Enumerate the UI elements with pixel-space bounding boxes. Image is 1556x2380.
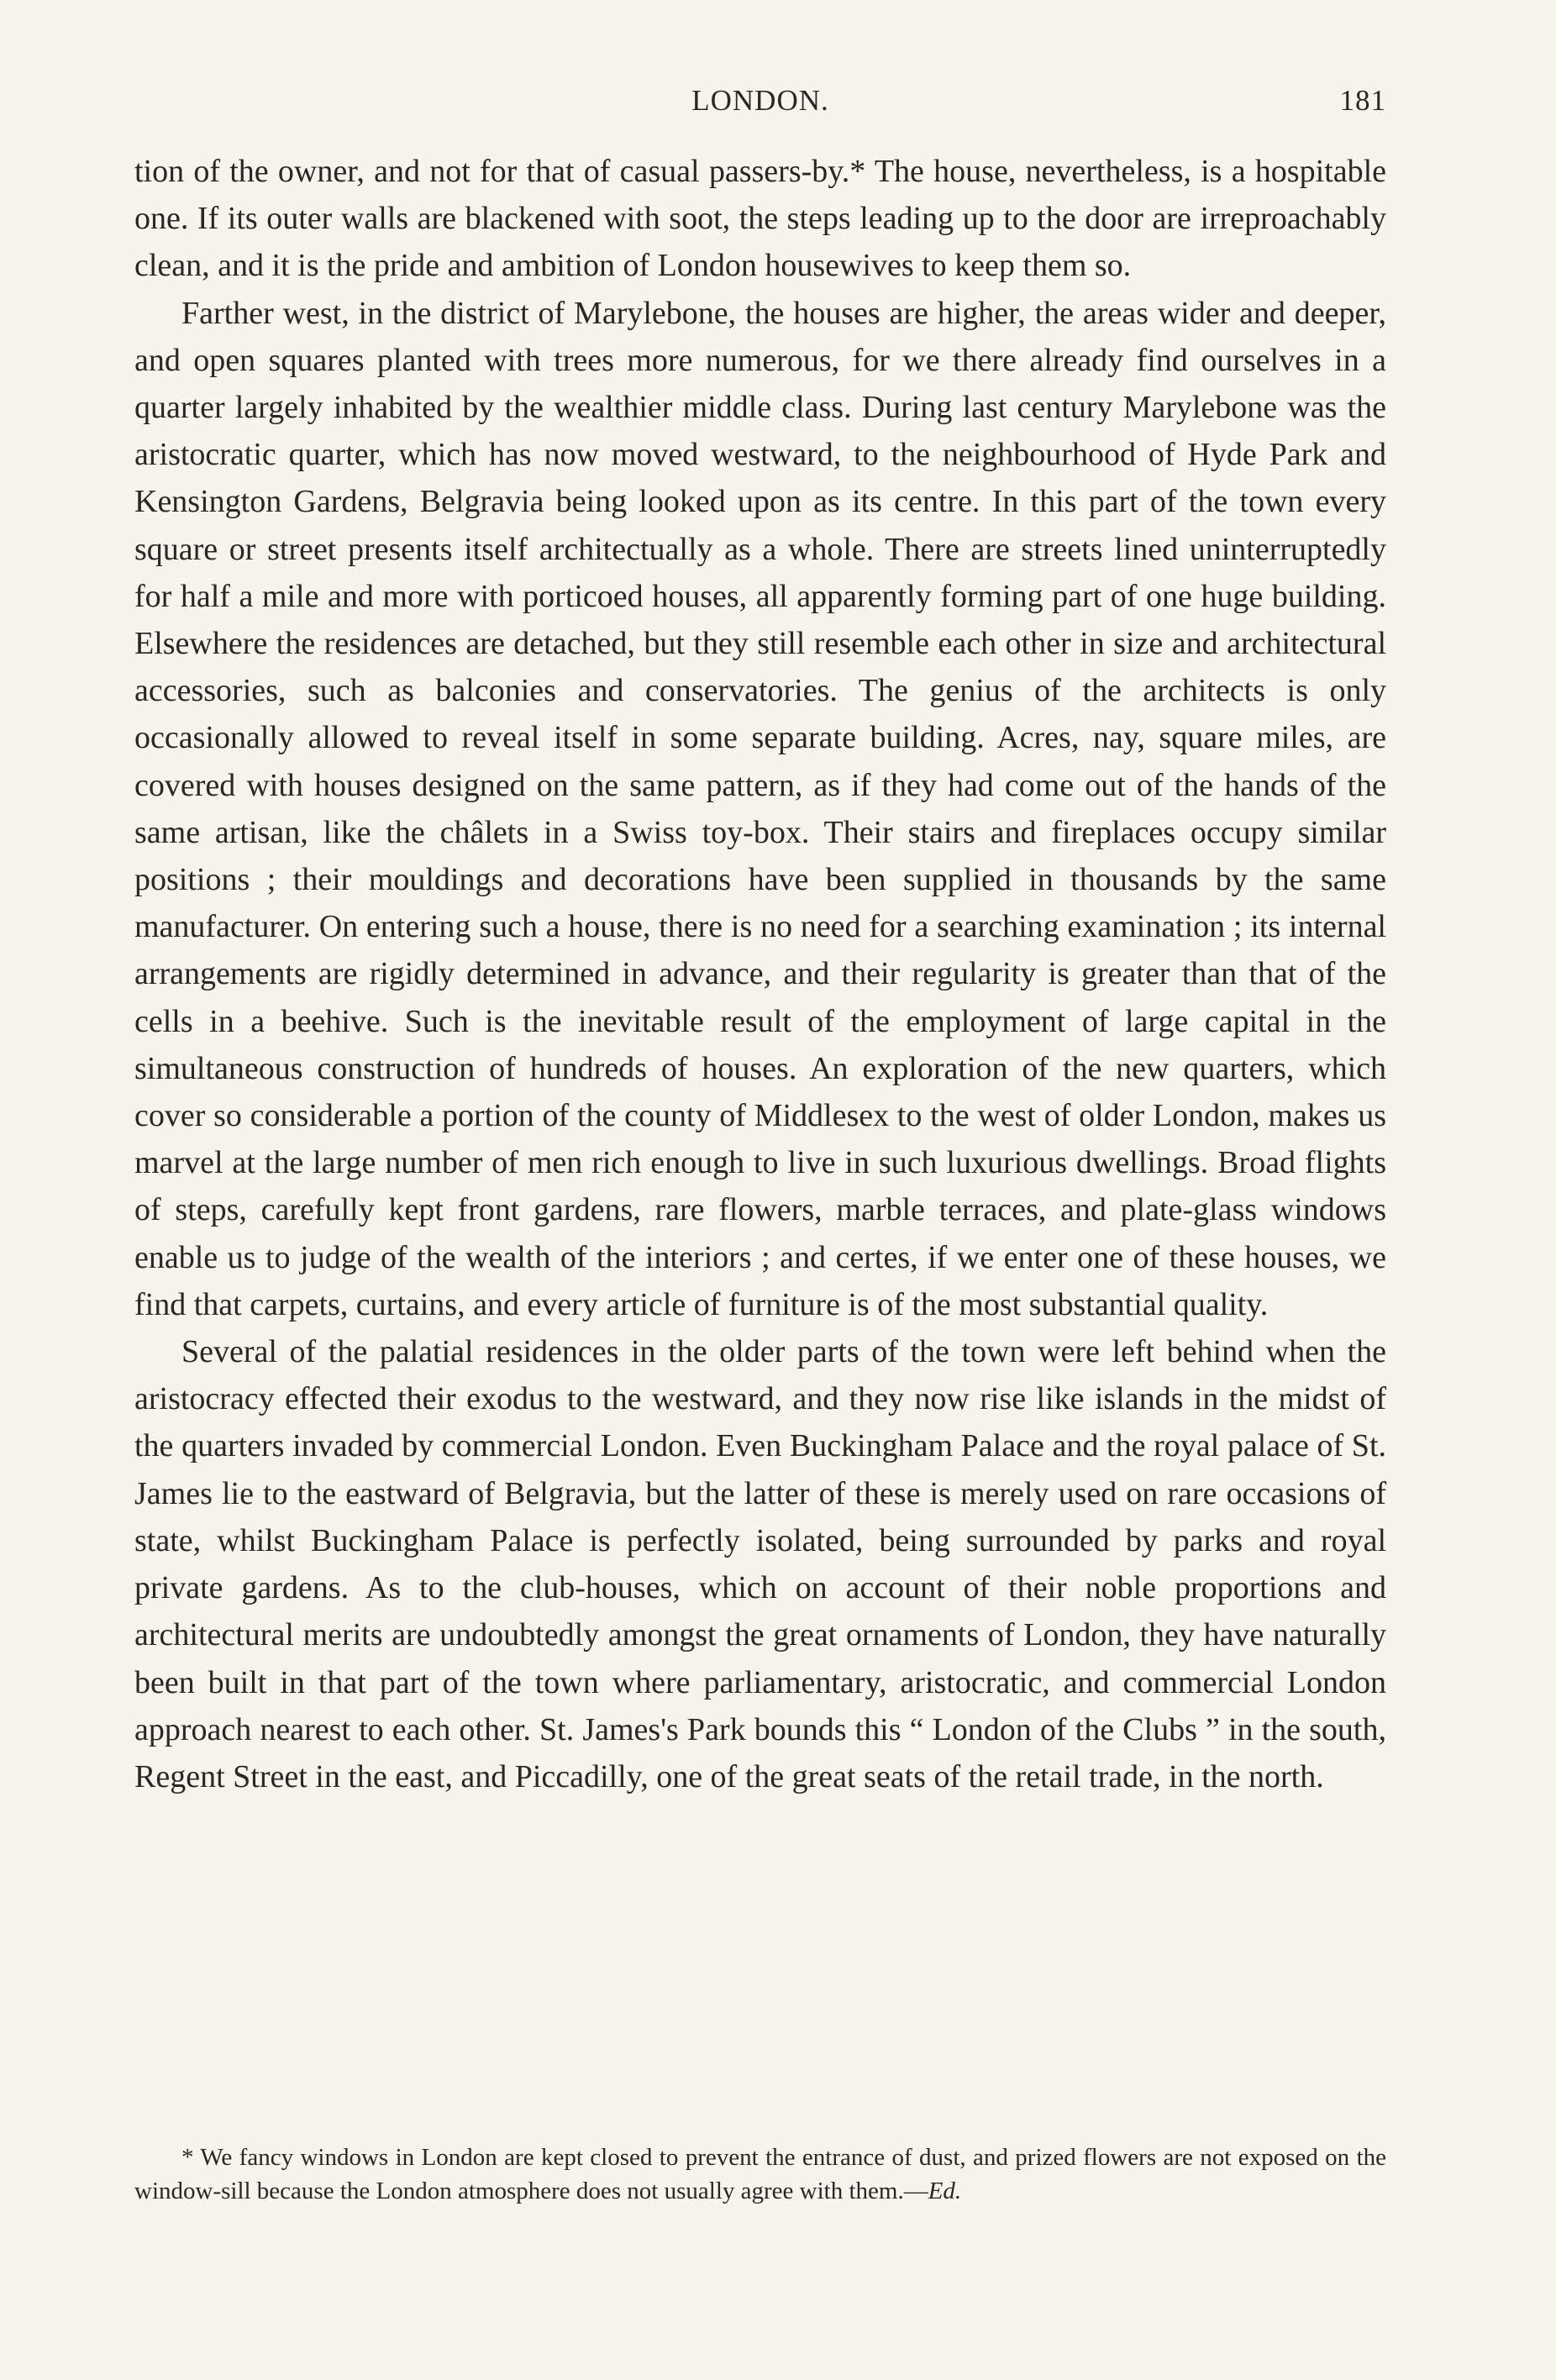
footnote xyxy=(134,2141,1386,2208)
running-title: LONDON. xyxy=(691,84,829,117)
body-text xyxy=(134,148,1386,1800)
paragraph-continued: tion of the owner, and not for that of casual passers-by.* The house, nevertheless, is a hospitable one. If its outer walls are blackened with soot, the steps leading up to the door are irreproachably clean, and it is the pride and ambition of London housewives to keep them so. xyxy=(134,154,1386,284)
paragraph-marylebone: Farther west, in the district of Marylebone, the houses are higher, the areas wider and deeper, and open squares planted with trees more numerous, for we there already find ourselves in a quarter largely inhabited by the wealthier middle class. During last century Marylebone was the aristocratic quarter, which has now moved westward, to the neighbourhood of Hyde Park and Kensington Gardens, Belgravia being looked upon as its centre. In this part of the town every square or street presents itself architectually as a whole. There are streets lined uninterruptedly for half a mile and more with porticoed houses, all apparently forming part of one huge building. Elsewhere the residences are detached, but they still resemble each other in size and architectural accessories, such as balconies and conservatories. The genius of the architects is only occasionally allowed to reveal itself in some separate building. Acres, nay, square miles, are covered with houses designed on the same pattern, as if they had come out of the hands of the same artisan, like the châlets in a Swiss toy-box. Their stairs and fireplaces occupy similar positions ; their mouldings and decorations have been supplied in thousands by the same manufacturer. On entering such a house, there is no need for a searching examination ; its internal arrangements are rigidly determined in advance, and their regularity is greater than that of the cells in a beehive. Such is the inevitable result of the employment of large capital in the simultaneous construction of hundreds of houses. An exploration of the new quarters, which cover so considerable a portion of the county of Middlesex to the west of older London, makes us marvel at the large number of men rich enough to live in such luxurious dwellings. Broad flights of steps, carefully kept front gardens, rare flowers, marble terraces, and plate-glass windows enable us to judge of the wealth of the interiors ; and certes, if we enter one of these houses, we find that carpets, curtains, and every article of furniture is of the most substantial quality. xyxy=(134,295,1386,1322)
page-number: 181 xyxy=(1339,84,1386,117)
footnote-signature: Ed. xyxy=(928,2178,962,2204)
paragraph-palatial-residences: Several of the palatial residences in the older parts of the town were left behind when the aristocracy effected their exodus to the westward, and they now rise like islands in the midst of the quarters invaded by commercial London. Even Buckingham Palace and the royal palace of St. James lie to the eastward of Belgravia, but the latter of these is merely used on rare occasions of state, whilst Buckingham Palace is perfectly isolated, being surrounded by parks and royal private gardens. As to the club-houses, which on account of their noble proportions and architectural merits are undoubtedly amongst the great ornaments of London, they have naturally been built in that part of the town where parliamentary, aristocratic, and commercial London approach nearest to each other. St. James's Park bounds this “ London of the Clubs ” in the south, Regent Street in the east, and Piccadilly, one of the great seats of the retail trade, in the north. xyxy=(134,1334,1386,1794)
footnote-text: * We fancy windows in London are kept closed to prevent the entrance of dust, and prized flowers are not exposed on the window-sill because the London atmosphere does not usually agree with them.— xyxy=(134,2144,1386,2204)
running-head xyxy=(134,84,1386,126)
